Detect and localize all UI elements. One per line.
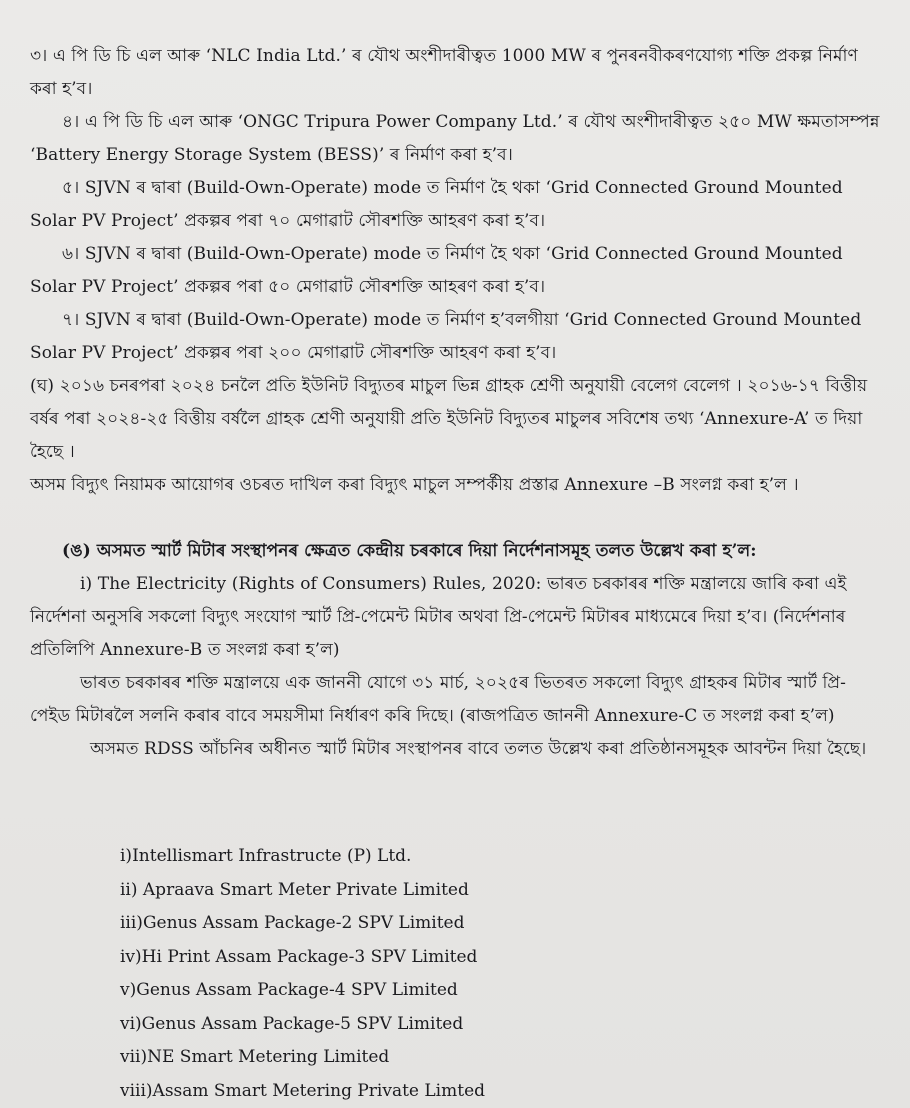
list-item: viii)Assam Smart Metering Private Limted (120, 1080, 486, 1101)
list-item: vi)Genus Assam Package-5 SPV Limited (120, 1013, 464, 1034)
list-item: vii)NE Smart Metering Limited (120, 1047, 390, 1067)
list-item: i)Intellismart Infrastructe (P) Ltd. (120, 846, 412, 866)
section-heading: (ঙ) অসমত স্মাৰ্ট মিটাৰ সংস্থাপনৰ ক্ষেত্ৰত কেন্দ্ৰীয় চৰকাৰে দিয়া নিৰ্দেশনাসমূহ তলত উল্লেখ কৰা হ’ল: (62, 541, 757, 561)
list-item: iv)Hi Print Assam Package-3 SPV Limited (120, 946, 478, 967)
item-4-paragraph: ৪। এ পি ডি চি এল আৰু ‘ONGC Tripura Power Company Ltd.’ ৰ যৌথ অংশীদাৰীত্বত ২৫০ MW ক্ষমতাসম্পন্ন ‘Battery Energy Storage System (BESS)’ ৰ নিৰ্মাণ কৰা হ’ব। (30, 112, 880, 165)
list-item: v)Genus Assam Package-4 SPV Limited (120, 980, 458, 1000)
company-list (120, 840, 485, 1108)
top-section (30, 40, 880, 502)
tariff-paragraph: (ঘ) ২০১৬ চনৰপৰা ২০২৪ চনলৈ প্ৰতি ইউনিট বিদ্যুতৰ মাচুল ভিন্ন গ্ৰাহক শ্ৰেণী অনুযায়ী বেলেগ বেলেগ । ২০১৬-১৭ বিত্তীয় বৰ্ষৰ পৰা ২০২৪-২৫ বিত্তীয় বৰ্ষলৈ গ্ৰাহক শ্ৰেণী অনুযায়ী প্ৰতি ইউনিট বিদ্যুতৰ মাচুলৰ সবিশেষ তথ্য ‘Annexure-A’ ত দিয়া হৈছে । (30, 376, 868, 462)
item-3-paragraph: ৩। এ পি ডি চি এল আৰু ‘NLC India Ltd.’ ৰ যৌথ অংশীদাৰীত্বত 1000 MW ৰ পুনৰনবীকৰণযোগ্য শক্তি প্ৰকল্প নিৰ্মাণ কৰা হ’ব। (30, 46, 858, 99)
list-item: iii)Genus Assam Package-2 SPV Limited (120, 913, 465, 933)
annexure-b-paragraph: অসম বিদ্যুৎ নিয়ামক আয়োগৰ ওচৰত দাখিল কৰা বিদ্যুৎ মাচুল সম্পৰ্কীয় প্ৰস্তাৱ Annexure –B সংলগ্ন কৰা হ’ল । (30, 475, 799, 495)
deadline-paragraph: ভাৰত চৰকাৰৰ শক্তি মন্ত্ৰালয়ে এক জাননী যোগে ৩১ মাৰ্চ, ২০২৫ৰ ভিতৰত সকলো বিদ্যুৎ গ্ৰাহকৰ মিটাৰ স্মাৰ্ট প্ৰি-পেইড মিটাৰলৈ সলনি কৰাৰ বাবে সময়সীমা নিৰ্ধাৰণ কৰি দিছে। (ৰাজপত্ৰিত জাননী Annexure-C ত সংলগ্ন কৰা হ’ল) (30, 673, 846, 726)
item-6-paragraph: ৬। SJVN ৰ দ্বাৰা (Build-Own-Operate) mode ত নিৰ্মাণ হৈ থকা ‘Grid Connected Ground Mounted Solar PV Project’ প্ৰকল্পৰ পৰা ৫০ মেগাৱাট সৌৰশক্তি আহৰণ কৰা হ’ব। (30, 244, 843, 297)
smart-meter-section (30, 535, 880, 766)
list-item: ii) Apraava Smart Meter Private Limited (120, 879, 469, 900)
rdss-paragraph: অসমত RDSS আঁচনিৰ অধীনত স্মাৰ্ট মিটাৰ সংস্থাপনৰ বাবে তলত উল্লেখ কৰা প্ৰতিষ্ঠানসমূহক আবন্টন দিয়া হৈছে। (90, 739, 867, 759)
item-5-paragraph: ৫। SJVN ৰ দ্বাৰা (Build-Own-Operate) mode ত নিৰ্মাণ হৈ থকা ‘Grid Connected Ground Mounted Solar PV Project’ প্ৰকল্পৰ পৰা ৭০ মেগাৱাট সৌৰশক্তি আহৰণ কৰা হ’ব। (30, 178, 843, 231)
rules-paragraph: i) The Electricity (Rights of Consumers) Rules, 2020: ভাৰত চৰকাৰৰ শক্তি মন্ত্ৰালয়ে জাৰি কৰা এই নিৰ্দেশনা অনুসৰি সকলো বিদ্যুৎ সংযোগ স্মাৰ্ট প্ৰি-পেমেন্ট মিটাৰ অথবা প্ৰি-পেমেন্ট মিটাৰৰ মাধ্যমেৰে দিয়া হ’ব। (নিৰ্দেশনাৰ প্ৰতিলিপি Annexure-B ত সংলগ্ন কৰা হ’ল) (30, 574, 847, 660)
item-7-paragraph: ৭। SJVN ৰ দ্বাৰা (Build-Own-Operate) mode ত নিৰ্মাণ হ’বলগীয়া ‘Grid Connected Ground Mounted Solar PV Project’ প্ৰকল্পৰ পৰা ২০০ মেগাৱাট সৌৰশক্তি আহৰণ কৰা হ’ব। (30, 310, 862, 363)
